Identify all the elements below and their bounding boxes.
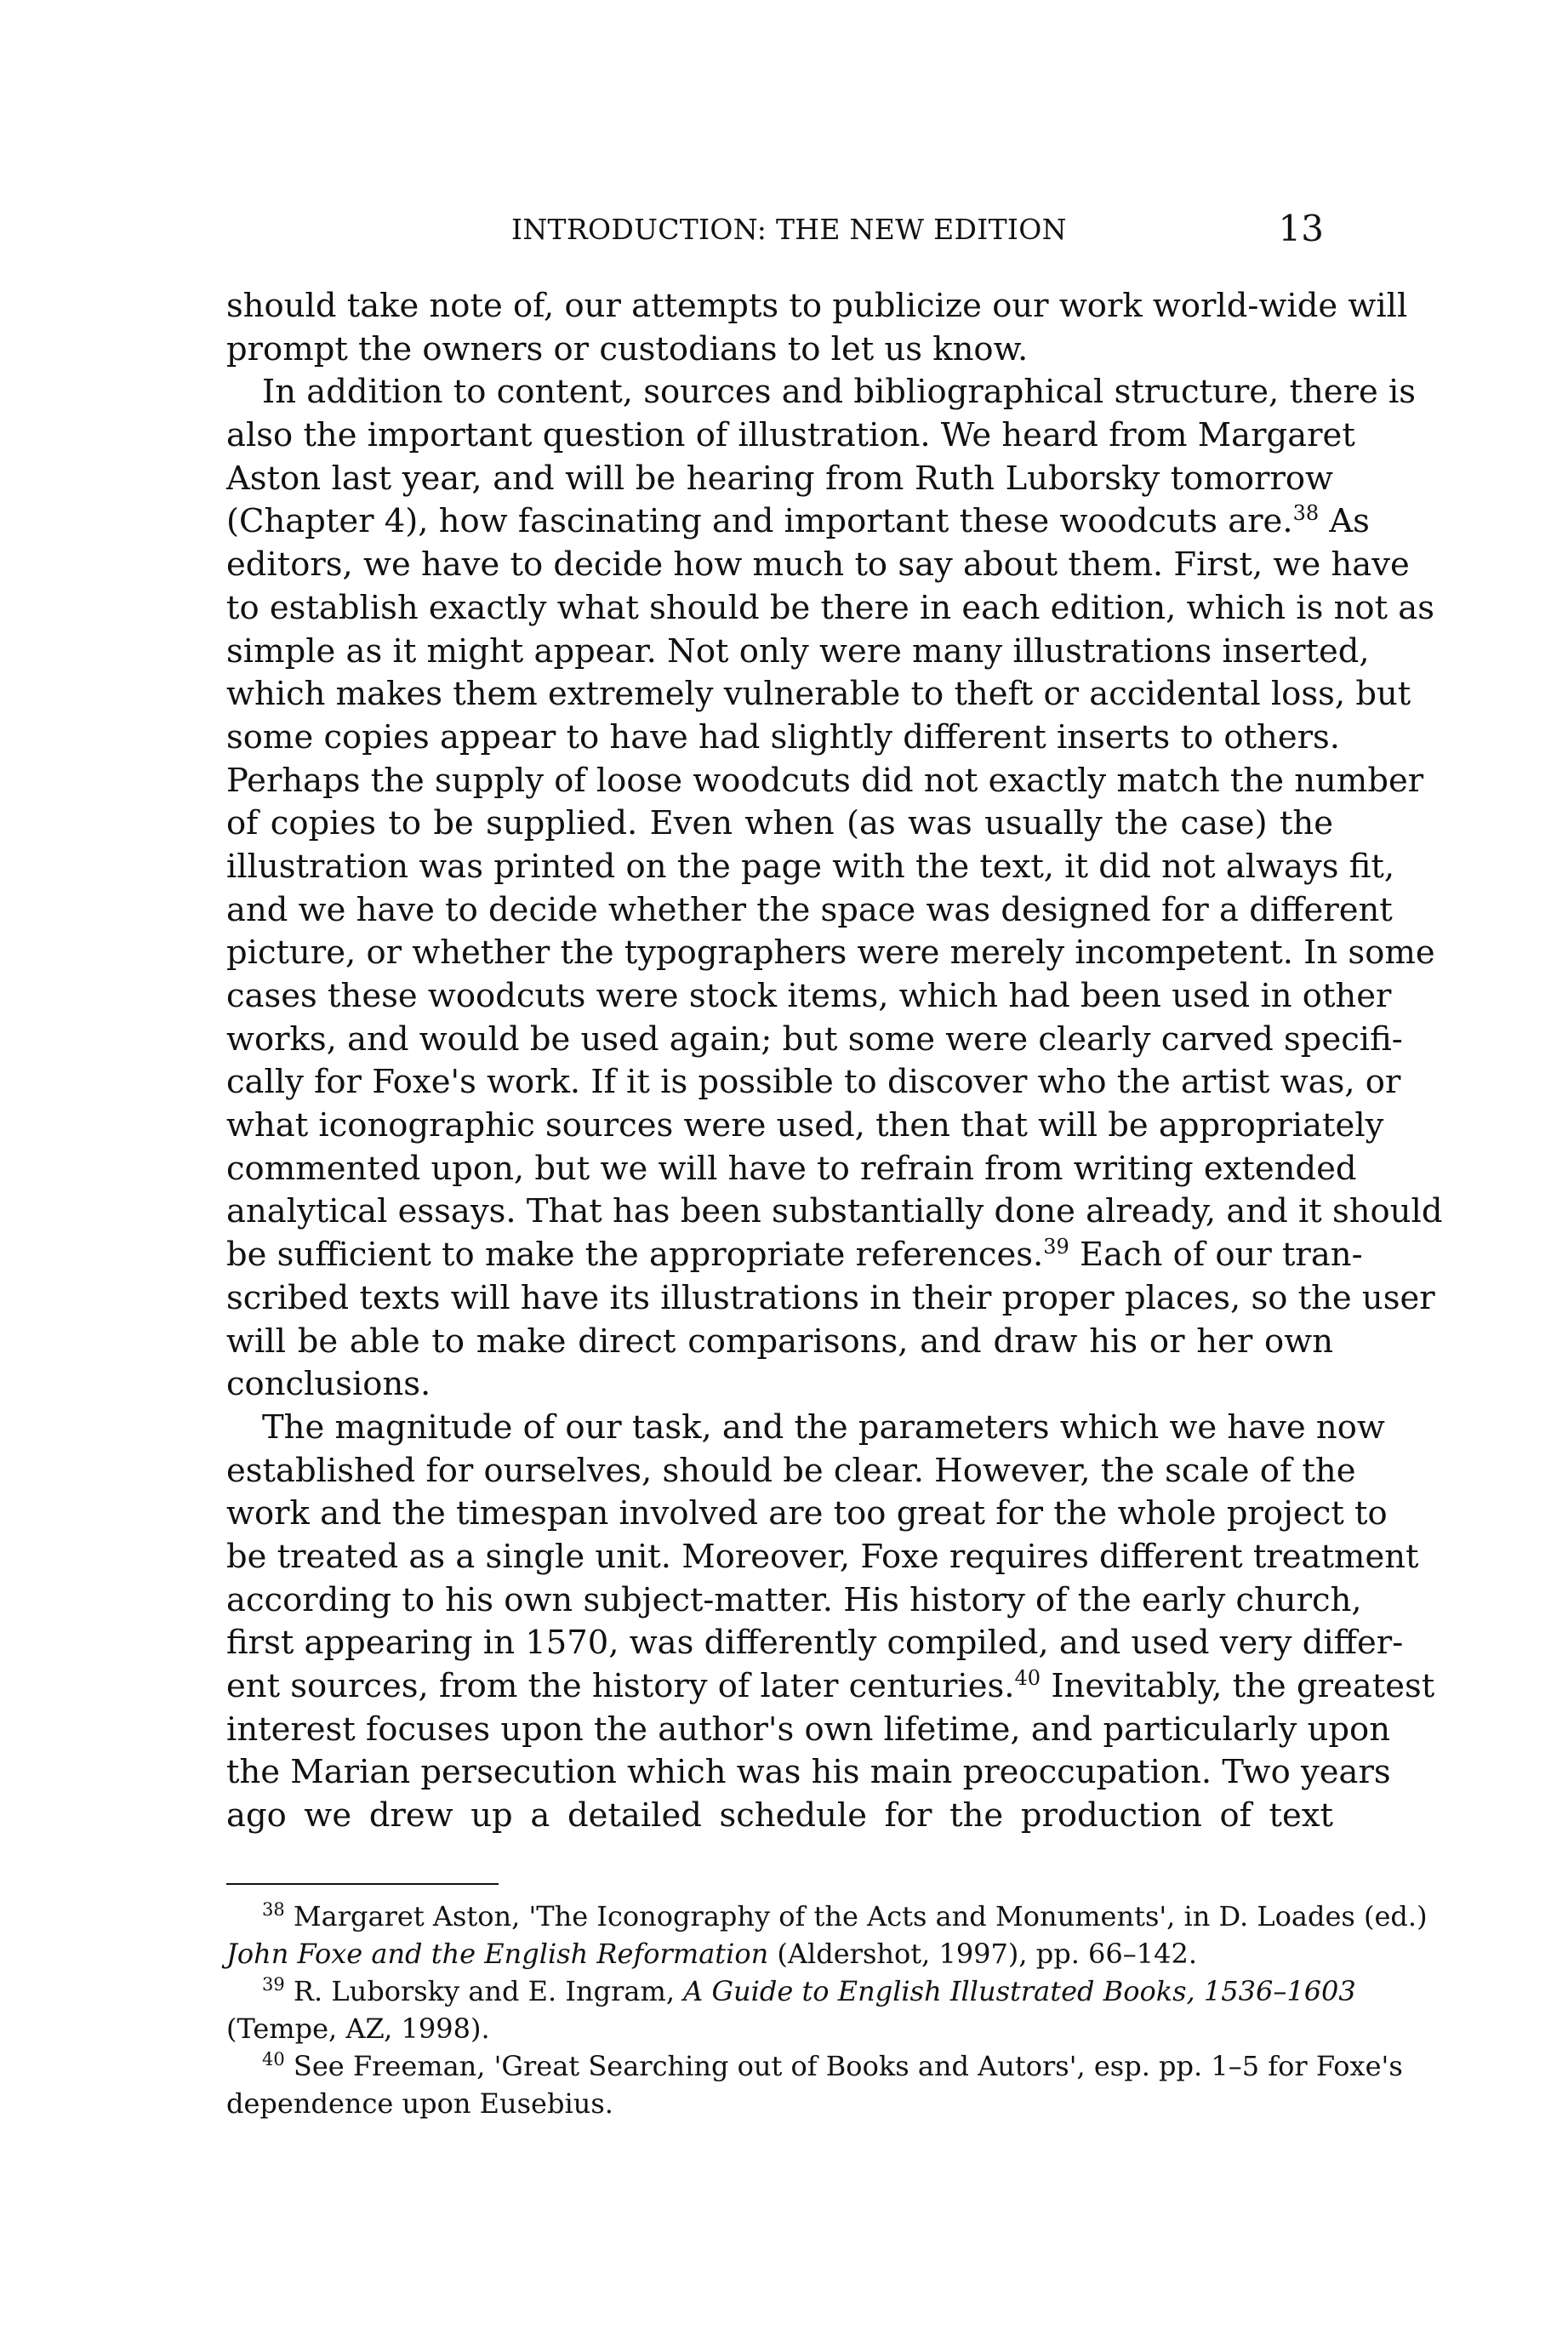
body-line: conclusions. [226,1365,431,1404]
body-line: of copies to be supplied. Even when (as was usually the case) the [226,804,1333,843]
body-line: which makes them extremely vulnerable to theft or accidental loss, but [226,675,1411,714]
footnote-38-line: John Foxe and the English Reformation (Aldershot, 1997), pp. 66–142. [226,1938,1197,1970]
body-line: be sufficient to make the appropriate references.$^{39}$ Each of our tran- [226,1235,1363,1275]
body-line: The magnitude of our task, and the parameters which we have now [262,1407,1385,1447]
footnote-number: 40 [262,2049,285,2069]
running-header [226,208,1332,272]
body-line: editors, we have to decide how much to say about them. First, we have [226,545,1410,585]
footnote-40-line: dependence upon Eusebius. [226,2087,613,2120]
body-line: cases these woodcuts were stock items, which had been used in other [226,977,1392,1015]
body-line: the Marian persecution which was his main preoccupation. Two years [226,1753,1391,1792]
body-line: cally for Foxe's work. If it is possible to discover who the artist was, or [226,1063,1401,1102]
footnotes [226,1898,1428,2122]
running-head-title: INTRODUCTION: THE NEW EDITION [511,213,1067,246]
body-line: Perhaps the supply of loose woodcuts did not exactly match the number [226,761,1424,800]
body-line: to establish exactly what should be there in each edition, which is not as [226,588,1435,627]
footnote-39-line: $^{39}$ R. Luborsky and E. Ingram, A Guide to English Illustrated Books, 1536–1603 [262,1974,1356,2007]
footnote-divider [226,1883,499,1885]
body-line: be treated as a single unit. Moreover, Foxe requires different treatment [226,1537,1419,1576]
footnote-number: 39 [262,1974,285,1995]
body-line: illustration was printed on the page with the text, it did not always fit, [226,847,1395,886]
body-line: simple as it might appear. Not only were many illustrations inserted, [226,631,1370,671]
body-line: ago we drew up a detailed schedule for the production of text [226,1796,1333,1835]
body-line: In addition to content, sources and bibliographical structure, there is [262,373,1417,412]
footnote-ref-40[interactable]: 40 [1014,1666,1041,1690]
body-line: prompt the owners or custodians to let us know. [226,329,1029,368]
body-line: picture, or whether the typographers were merely incompetent. In some [226,933,1435,973]
body-line: commented upon, but we will have to refrain from writing extended [226,1149,1357,1188]
footnote-38-line: $^{38}$ Margaret Aston, 'The Iconography of the Acts and Monuments', in D. Loades (ed.) [262,1899,1428,1932]
body-line: interest focuses upon the author's own lifetime, and particularly upon [226,1710,1391,1749]
body-line: analytical essays. That has been substantially done already, and it should [226,1192,1443,1231]
body-line: what iconographic sources were used, then that will be appropriately [226,1106,1384,1145]
body-line: should take note of, our attempts to publicize our work world-wide will [226,287,1408,325]
body-line: first appearing in 1570, was differently compiled, and used very differ- [226,1624,1404,1663]
body-line: some copies appear to have had slightly different inserts to others. [226,717,1341,756]
body-line: works, and would be used again; but some were clearly carved specifi- [226,1019,1403,1059]
footnote-number: 38 [262,1899,285,1920]
body-line: according to his own subject-matter. His history of the early church, [226,1580,1362,1619]
body-line: scribed texts will have its illustrations in their proper places, so the user [226,1278,1435,1317]
body-line: (Chapter 4), how fascinating and important these woodcuts are.$^{38}$ As [226,501,1370,541]
body-line: established for ourselves, should be clear. However, the scale of the [226,1451,1356,1490]
page-number: 13 [1278,208,1324,249]
footnote-ref-38[interactable]: 38 [1292,501,1320,526]
body-line: and we have to decide whether the space was designed for a different [226,890,1393,929]
body-line: ent sources, from the history of later centuries.$^{40}$ Inevitably, the greatest [226,1666,1435,1705]
body-line: Aston last year, and will be hearing from Ruth Luborsky tomorrow [226,459,1333,498]
body-text [226,285,1443,1838]
footnote-ref-39[interactable]: 39 [1043,1235,1069,1259]
body-line: also the important question of illustration. We heard from Margaret [226,416,1355,455]
body-line: work and the timespan involved are too great for the whole project to [226,1494,1388,1533]
footnote-40-line: $^{40}$ See Freeman, 'Great Searching out of Books and Autors', esp. pp. 1–5 for Foxe's [262,2049,1403,2082]
footnote-39-line: (Tempe, AZ, 1998). [226,2012,490,2045]
body-line: will be able to make direct comparisons, and draw his or her own [226,1322,1333,1361]
